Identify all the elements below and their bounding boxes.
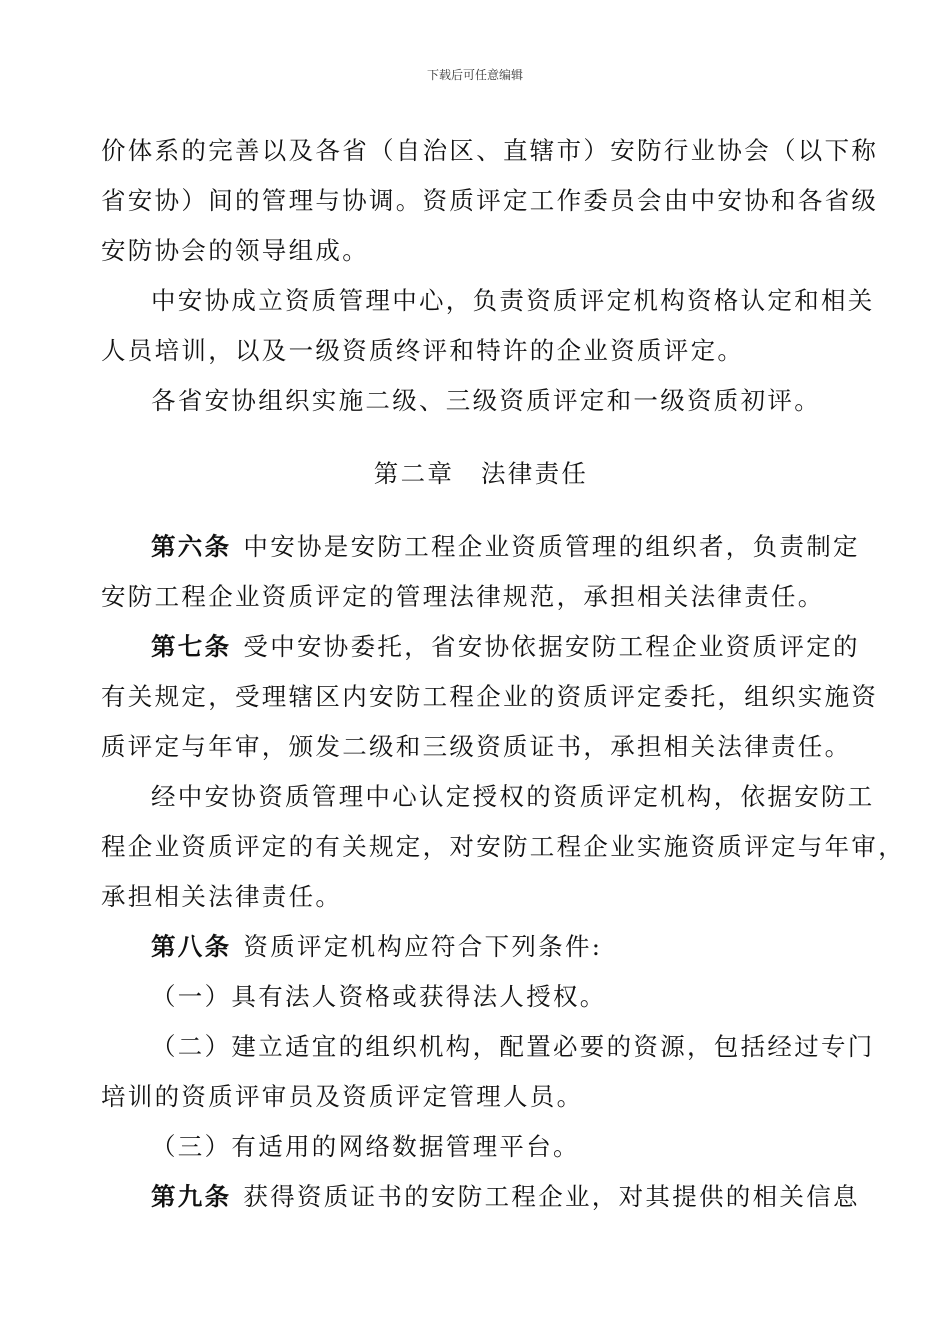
text-line: 经中安协资质管理中心认定授权的资质评定机构，依据安防工	[151, 782, 875, 811]
list-item	[101, 1122, 861, 1172]
text-line	[101, 922, 861, 972]
article-label: 第八条	[151, 932, 232, 961]
text-line: 人员培训，以及一级资质终评和特许的企业资质评定。	[101, 336, 745, 365]
text-line: 安防协会的领导组成。	[101, 236, 369, 265]
article-9	[101, 1172, 861, 1222]
text-line: 有关规定，受理辖区内安防工程企业的资质评定委托，组织实施资	[101, 682, 879, 711]
text-line	[101, 622, 861, 672]
text-line: 价体系的完善以及各省（自治区、直辖市）安防行业协会（以下称	[101, 136, 879, 165]
article-text: 资质评定机构应符合下列条件:	[243, 932, 603, 961]
text-line: （二）建立适宜的组织机构，配置必要的资源，包括经过专门	[151, 1032, 875, 1061]
list-item	[101, 1022, 875, 1122]
text-line: 质评定与年审，颁发二级和三级资质证书，承担相关法律责任。	[101, 732, 852, 761]
paragraph	[101, 772, 905, 922]
paragraph	[101, 376, 861, 426]
chapter-heading: 第二章 法律责任	[373, 459, 589, 488]
article-label: 第六条	[151, 532, 232, 561]
article-label: 第九条	[151, 1182, 232, 1211]
article-8	[101, 922, 861, 972]
text-line: （三）有适用的网络数据管理平台。	[151, 1132, 580, 1161]
article-text: 中安协是安防工程企业资质管理的组织者，负责制定	[243, 532, 860, 561]
article-text: 受中安协委托，省安协依据安防工程企业资质评定的	[243, 632, 860, 661]
paragraph	[101, 126, 879, 276]
text-line: （一）具有法人资格或获得法人授权。	[151, 982, 607, 1011]
text-line: 培训的资质评审员及资质评定管理人员。	[101, 1082, 584, 1111]
text-line: 程企业资质评定的有关规定，对安防工程企业实施资质评定与年审，	[101, 832, 905, 861]
article-7	[101, 622, 879, 772]
text-line: 省安协）间的管理与协调。资质评定工作委员会由中安协和各省级	[101, 186, 879, 215]
article-6	[101, 522, 861, 622]
article-text: 获得资质证书的安防工程企业，对其提供的相关信息	[243, 1182, 860, 1211]
article-label: 第七条	[151, 632, 232, 661]
document-body	[101, 126, 905, 1222]
text-line: 安防工程企业资质评定的管理法律规范，承担相关法律责任。	[101, 582, 825, 611]
paragraph	[101, 276, 875, 376]
text-line: 各省安协组织实施二级、三级资质评定和一级资质初评。	[151, 386, 821, 415]
text-line: 承担相关法律责任。	[101, 882, 343, 911]
text-line	[101, 1172, 861, 1222]
page-header: 下载后可任意编辑	[426, 68, 523, 82]
text-line	[101, 522, 861, 572]
list-item	[101, 972, 861, 1022]
text-line: 中安协成立资质管理中心，负责资质评定机构资格认定和相关	[151, 286, 875, 315]
